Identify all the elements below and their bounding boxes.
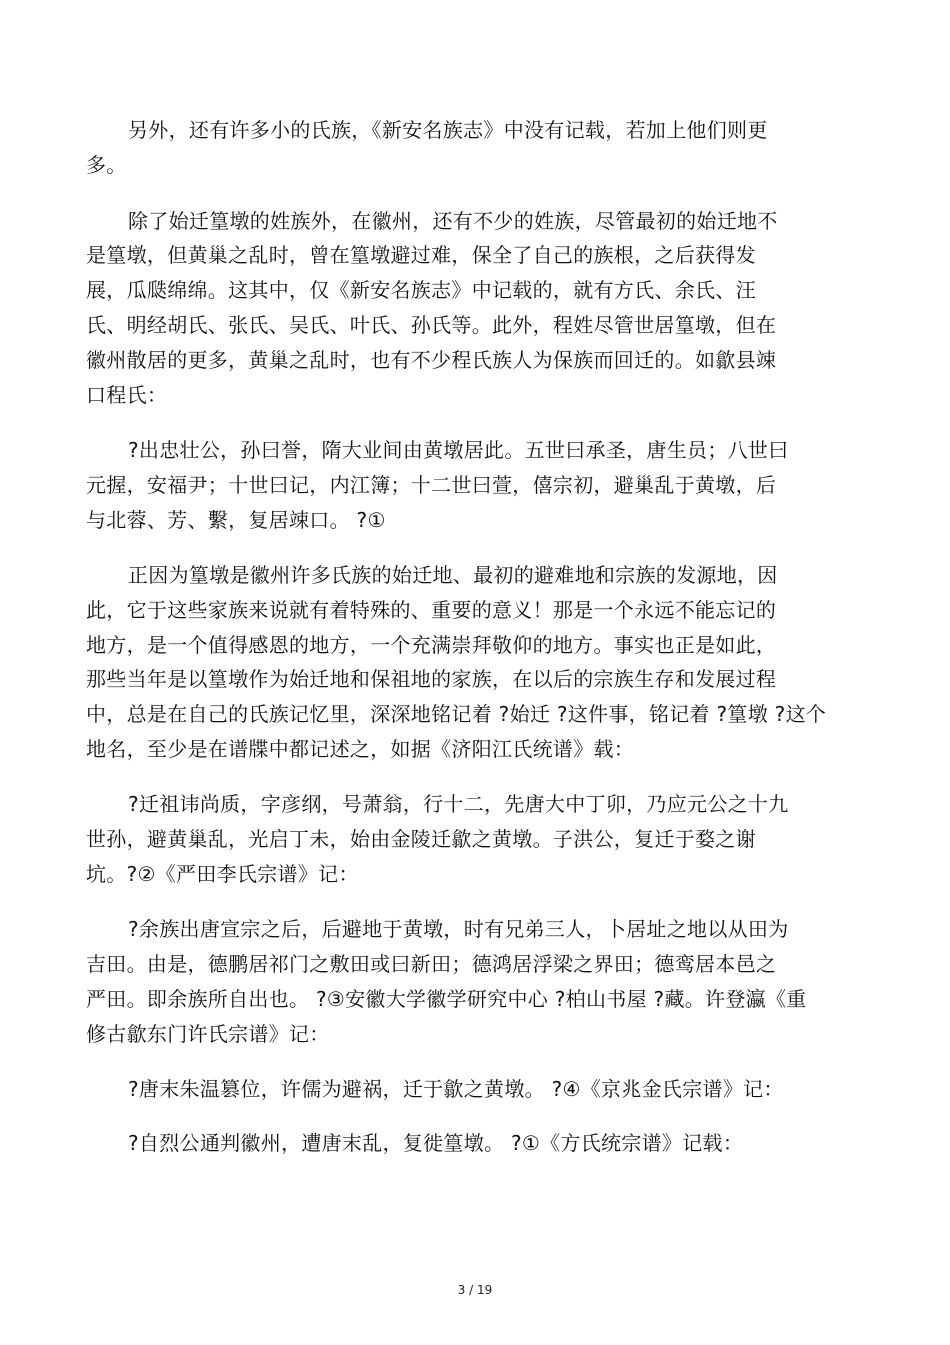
text-line: 徽州散居的更多，黄巢之乱时，也有不少程氏族人为保族而回迁的。如歙县竦 <box>86 348 777 372</box>
text-line: 氏、明经胡氏、张氏、吴氏、叶氏、孙氏等。此外，程姓尽管世居篁墩，但在 <box>86 313 777 337</box>
text-line: ?余族出唐宣宗之后，后避地于黄墩，时有兄弟三人，卜居址之地以从田为 <box>128 917 789 941</box>
text-line: ?唐末朱温篡位，许儒为避祸，迁于歙之黄墩。 ?④《京兆金氏宗谱》记： <box>128 1077 784 1101</box>
text-line: 此，它于这些家族来说就有着特殊的、重要的意义！那是一个永远不能忘记的 <box>86 598 777 622</box>
text-line: 中，总是在自己的氏族记忆里，深深地铭记着 ?始迁 ?这件事，铭记着 ?篁墩 ?这个 <box>86 702 827 726</box>
text-line: ?出忠壮公，孙曰誉，隋大业间由黄墩居此。五世曰承圣，唐生员；八世曰 <box>128 438 789 462</box>
text-line: 展，瓜瓞绵绵。这其中，仅《新安名族志》中记载的，就有方氏、余氏、汪 <box>86 278 756 302</box>
text-line: 除了始迁篁墩的姓族外，在徽州，还有不少的姓族，尽管最初的始迁地不 <box>128 209 778 233</box>
text-line: ?迁祖讳尚质，字彦纲，号萧翁，行十二，先唐大中丁卯，乃应元公之十九 <box>128 792 789 816</box>
text-line: 吉田。由是，德鹏居祁门之敷田或曰新田；德鸿居浮梁之界田；德鸾居本邑之 <box>86 952 777 976</box>
text-line: 坑。?②《严田李氏宗谱》记： <box>86 862 359 886</box>
text-line: 与北蓉、芳、繫，复居竦口。 ?① <box>86 508 386 532</box>
text-line: 口程氏： <box>86 383 168 407</box>
text-line: 世孙，避黄巢乱，光启丁未，始由金陵迁歙之黄墩。子洪公，复迁于婺之谢 <box>86 827 756 851</box>
text-line: 地名，至少是在谱牒中都记述之，如据《济阳江氏统谱》载： <box>86 737 635 761</box>
text-line: 地方，是一个值得感恩的地方，一个充满崇拜敬仰的地方。事实也正是如此， <box>86 633 777 657</box>
text-line: 另外，还有许多小的氏族，《新安名族志》中没有记载，若加上他们则更 <box>128 118 768 142</box>
text-line: 严田。即余族所自出也。 ?③安徽大学徽学研究中心 ?柏山书屋 ?藏。许登瀛《重 <box>86 987 807 1011</box>
text-line: ?自烈公通判徽州，遭唐末乱，复徙篁墩。 ?①《方氏统宗谱》记载： <box>128 1131 744 1155</box>
text-line: 元握，安福尹；十世曰记，内江簿；十二世曰萱，僖宗初，避巢乱于黄墩，后 <box>86 473 777 497</box>
text-line: 修古歙东门许氏宗谱》记： <box>86 1022 330 1046</box>
text-line: 那些当年是以篁墩作为始迁地和保祖地的家族，在以后的宗族生存和发展过程 <box>86 667 777 691</box>
text-line: 是篁墩，但黄巢之乱时，曾在篁墩避过难，保全了自己的族根，之后获得发 <box>86 243 756 267</box>
text-line: 正因为篁墩是徽州许多氏族的始迁地、最初的避难地和宗族的发源地，因 <box>128 563 778 587</box>
page-number: 3 / 19 <box>457 1283 493 1297</box>
text-line: 多。 <box>86 153 127 177</box>
